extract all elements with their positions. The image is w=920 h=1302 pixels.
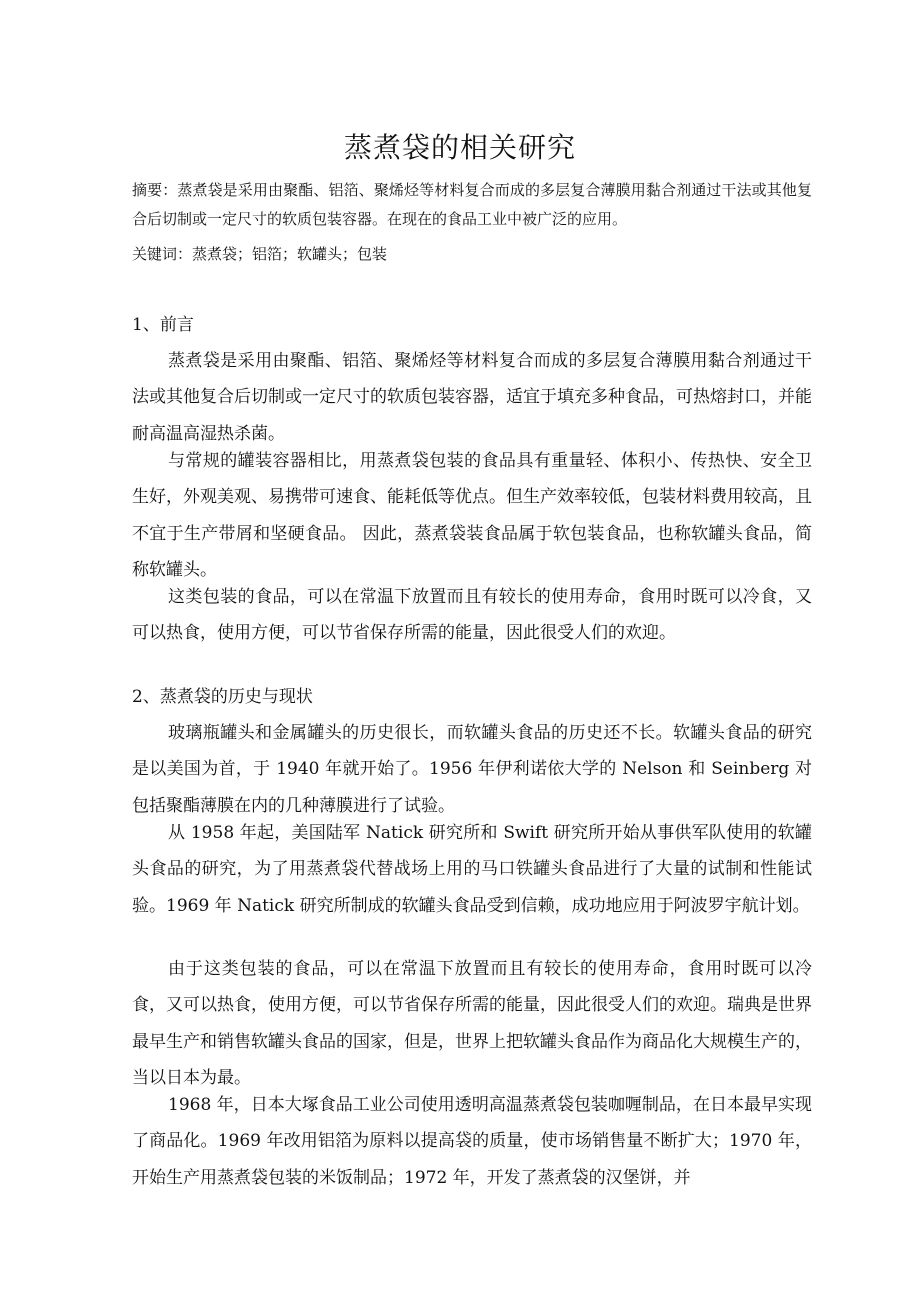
paragraph: 1968 年，日本大塚食品工业公司使用透明高温蒸煮袋包装咖喱制品，在日本最早实现了商品化。1969 年改用铝箔为原料以提高袋的质量，使市场销售量不断扩大；1970 年，开始生产用蒸煮袋包装的米饭制品；1972 年，开发了蒸煮袋的汉堡饼，并 [132, 1095, 812, 1188]
paragraph: 从 1958 年起，美国陆军 Natick 研究所和 Swift 研究所开始从事供军队使用的软罐头食品的研究，为了用蒸煮袋代替战场上用的马口铁罐头食品进行了大量的试制和性能试验。1969 年 Natick 研究所制成的软罐头食品受到信赖，成功地应用于阿波罗宇航计划。 [132, 823, 812, 916]
paragraph: 这类包装的食品，可以在常温下放置而且有较长的使用寿命，食用时既可以冷食，又可以热食，使用方便，可以节省保存所需的能量，因此很受人们的欢迎。 [132, 587, 812, 644]
document-title: 蒸煮袋的相关研究 [343, 131, 576, 164]
paragraph: 蒸煮袋是采用由聚酯、铝箔、聚烯烃等材料复合而成的多层复合薄膜用黏合剂通过干法或其他复合后切制或一定尺寸的软质包装容器，适宜于填充多种食品，可热熔封口，并能耐高温高湿热杀菌。 [132, 351, 812, 444]
paragraph: 由于这类包装的食品，可以在常温下放置而且有较长的使用寿命，食用时既可以冷食，又可以热食，使用方便，可以节省保存所需的能量，因此很受人们的欢迎。瑞典是世界最早生产和销售软罐头食品的国家，但是，世界上把软罐头食品作为商品化大规模生产的，当以日本为最。 [132, 959, 812, 1088]
paragraph: 玻璃瓶罐头和金属罐头的历史很长，而软罐头食品的历史还不长。软罐头食品的研究是以美国为首，于 1940 年就开始了。1956 年伊利诺依大学的 Nelson 和 Seinberg 对包括聚酯薄膜在内的几种薄膜进行了试验。 [132, 723, 812, 816]
paragraph: 与常规的罐装容器相比，用蒸煮袋包装的食品具有重量轻、体积小、传热快、安全卫生好，外观美观、易携带可速食、能耗低等优点。但生产效率较低，包装材料费用较高，且不宜于生产带屑和坚硬食品。 因此，蒸煮袋装食品属于软包装食品，也称软罐头食品，简称软罐头。 [132, 451, 812, 580]
abstract: 摘要：蒸煮袋是采用由聚酯、铝箔、聚烯烃等材料复合而成的多层复合薄膜用黏合剂通过干法或其他复合后切制或一定尺寸的软质包装容器。在现在的食品工业中被广泛的应用。 [132, 181, 812, 228]
keywords: 关键词：蒸煮袋；铝箔；软罐头；包装 [132, 245, 388, 263]
section-heading-intro: 1、前言 [132, 315, 194, 335]
section-heading-history: 2、蒸煮袋的历史与现状 [132, 687, 313, 707]
